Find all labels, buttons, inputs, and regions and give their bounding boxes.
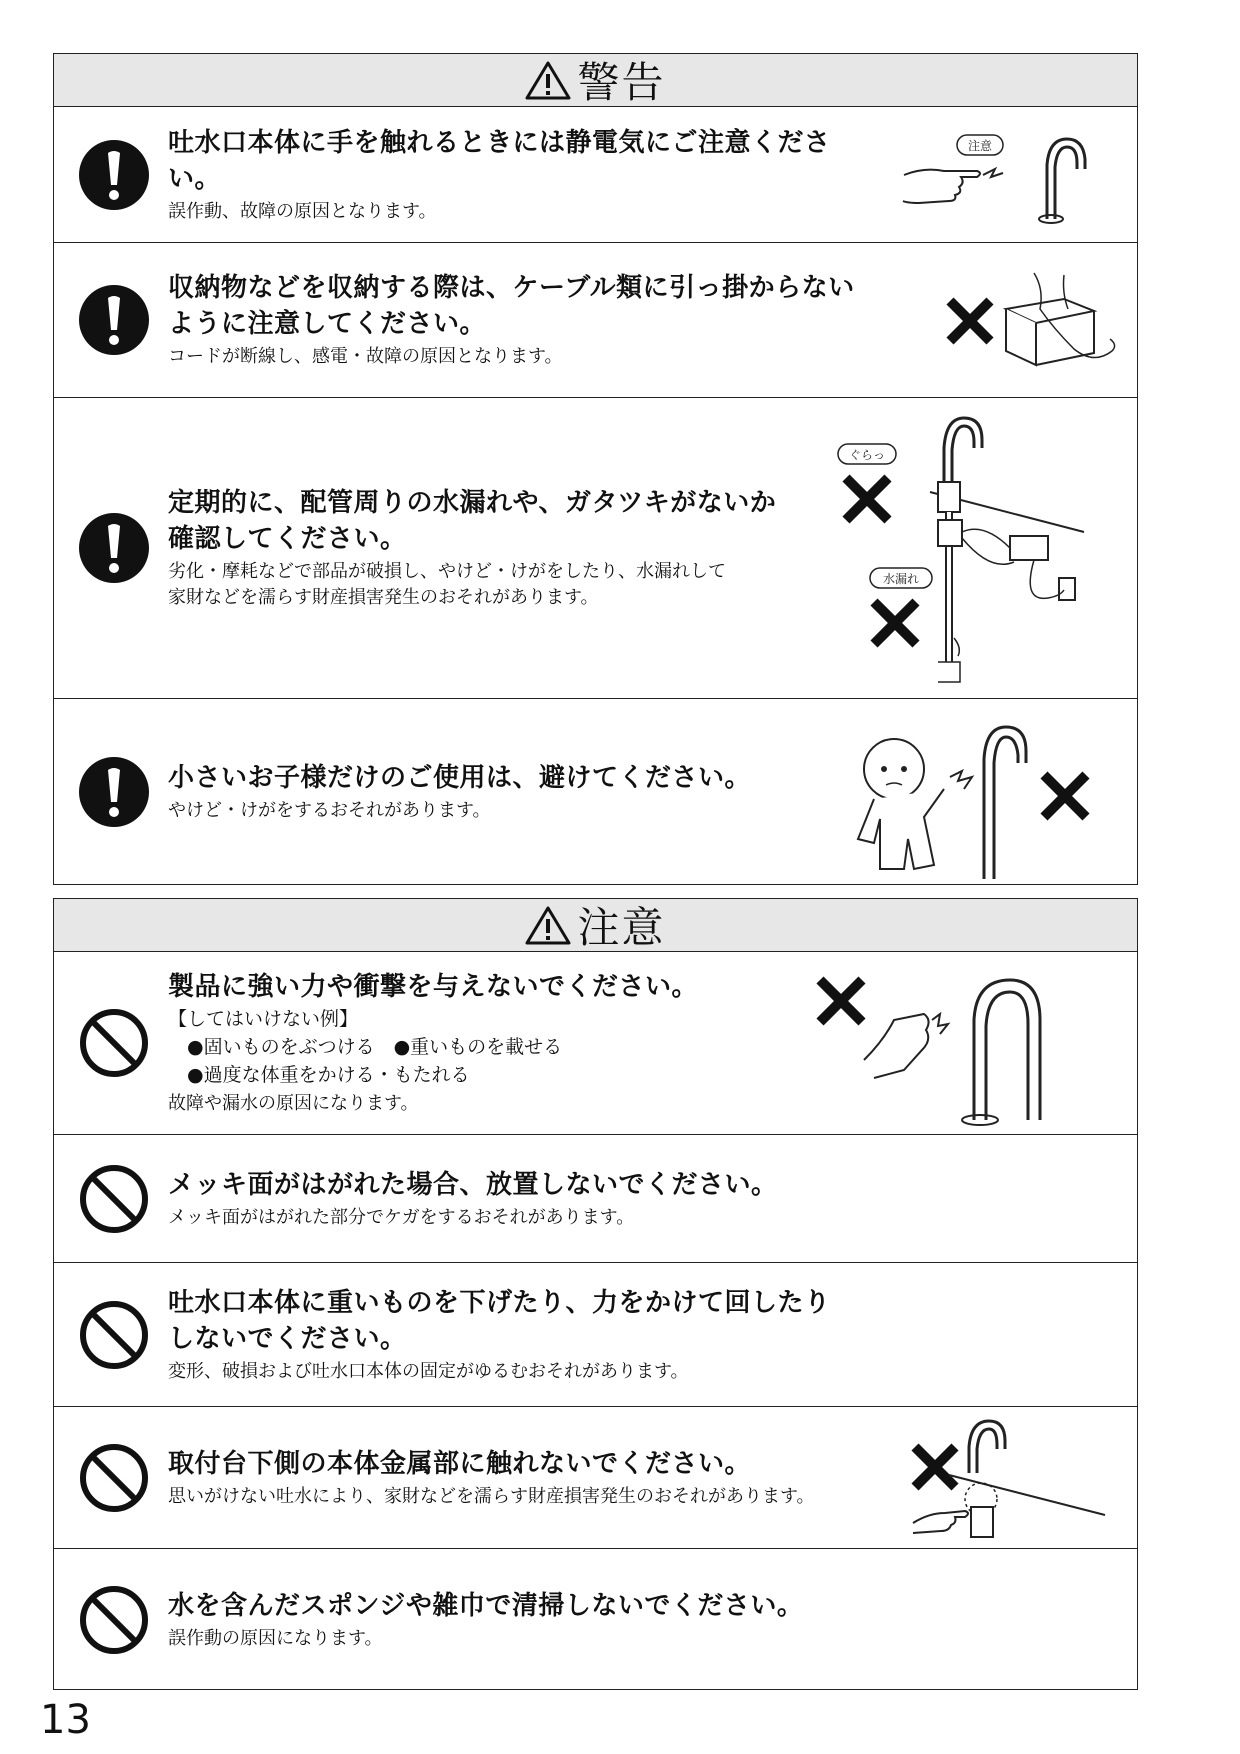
- caution-item-text: [168, 1285, 948, 1385]
- underside-touch-illustration: [909, 1413, 1109, 1545]
- warning-item-desc: 誤作動、故障の原因となります。: [168, 200, 437, 222]
- exclamation-circle-icon: [78, 284, 150, 356]
- cross-mark-icon: [950, 301, 990, 341]
- warning-item-title: 吐水口本体に手を触れるときには静電気にご注意ください。: [168, 127, 831, 194]
- warning-item-desc: 劣化・摩耗などで部品が破損し、やけど・けがをしたり、水漏れして 家財などを濡らす財産損害発生のおそれがあります。: [168, 561, 726, 608]
- caution-item-underside: [54, 1407, 1137, 1549]
- warning-heading: 警告: [577, 58, 666, 107]
- warning-item-children: [54, 699, 1137, 885]
- illus-label-shake: ぐらっ: [848, 448, 886, 462]
- caution-item-heavy: [54, 1263, 1137, 1407]
- caution-item-title: 取付台下側の本体金属部に触れないでください。: [168, 1448, 752, 1479]
- caution-item-text: [168, 1167, 948, 1231]
- warning-item-static: [54, 107, 1137, 243]
- cross-mark-icon: [820, 980, 862, 1022]
- exclamation-circle-icon: [78, 512, 150, 584]
- prohibition-circle-icon: [78, 1163, 150, 1235]
- cross-mark-icon: [1044, 775, 1086, 817]
- prohibition-circle-icon: [78, 1442, 150, 1514]
- caution-heading: 注意: [577, 903, 666, 952]
- prohibition-circle-icon: [78, 1007, 150, 1079]
- warning-item-text: [168, 485, 808, 611]
- static-hand-faucet-illustration: [899, 129, 1109, 225]
- caution-section: [53, 898, 1138, 1690]
- caution-item-text: [168, 969, 858, 1117]
- warning-item-desc: やけど・けがをするおそれがあります。: [168, 800, 491, 821]
- caution-item-title: 水を含んだスポンジや雑巾で清掃しないでください。: [168, 1590, 804, 1621]
- warning-item-leak: [54, 398, 1137, 699]
- caution-item-desc: 変形、破損および吐水口本体の固定がゆるむおそれがあります。: [168, 1360, 689, 1382]
- fist-faucet-illustration: [814, 970, 1104, 1126]
- caution-item-desc: 思いがけない吐水により、家財などを濡らす財産損害発生のおそれがあります。: [168, 1485, 815, 1507]
- page-number: 13: [40, 1697, 91, 1743]
- caution-item-title: 製品に強い力や衝撃を与えないでください。: [168, 972, 699, 1002]
- cross-mark-icon: [874, 602, 916, 644]
- warning-section: [53, 53, 1138, 885]
- caution-item-examples: 【してはいけない例】 ●固いものをぶつける ●重いものを載せる ●過度な体重をかける・もたれる: [168, 1008, 563, 1086]
- caution-item-text: [168, 1588, 948, 1652]
- caution-item-sponge: [54, 1549, 1137, 1690]
- prohibition-circle-icon: [78, 1584, 150, 1656]
- caution-item-title: メッキ面がはがれた場合、放置しないでください。: [168, 1169, 778, 1200]
- caution-item-desc: 故障や漏水の原因になります。: [168, 1093, 419, 1114]
- caution-item-desc: 誤作動の原因になります。: [168, 1627, 383, 1649]
- prohibition-circle-icon: [78, 1299, 150, 1371]
- warning-triangle-icon: [525, 60, 571, 100]
- pipe-leak-illustration: [834, 412, 1094, 688]
- caution-item-plating: [54, 1135, 1137, 1263]
- illus-label-caution: 注意: [967, 139, 993, 153]
- warning-item-title: 定期的に、配管周りの水漏れや、ガタツキがないか 確認してください。: [168, 488, 777, 554]
- cable-box-illustration: [944, 269, 1124, 379]
- warning-triangle-icon: [525, 905, 571, 945]
- caution-header: [54, 899, 1137, 952]
- warning-item-title: 収納物などを収納する際は、ケーブル類に引っ掛からない ように注意してください。: [168, 273, 855, 339]
- cross-mark-icon: [846, 478, 888, 520]
- cross-mark-icon: [915, 1447, 955, 1487]
- caution-item-desc: メッキ面がはがれた部分でケガをするおそれがあります。: [168, 1206, 635, 1228]
- warning-item-desc: コードが断線し、感電・故障の原因となります。: [168, 346, 563, 367]
- illus-label-leak: 水漏れ: [882, 572, 920, 586]
- child-faucet-illustration: [834, 719, 1104, 879]
- warning-item-cable: [54, 243, 1137, 398]
- warning-item-text: [168, 760, 858, 824]
- warning-item-text: [168, 125, 858, 225]
- caution-item-title: 吐水口本体に重いものを下げたり、力をかけて回したり しないでください。: [168, 1287, 831, 1354]
- exclamation-circle-icon: [78, 139, 150, 211]
- caution-item-text: [168, 1446, 968, 1510]
- exclamation-circle-icon: [78, 756, 150, 828]
- warning-header: [54, 54, 1137, 107]
- warning-item-title: 小さいお子様だけのご使用は、避けてください。: [168, 763, 752, 793]
- caution-item-impact: [54, 952, 1137, 1135]
- warning-item-text: [168, 270, 858, 370]
